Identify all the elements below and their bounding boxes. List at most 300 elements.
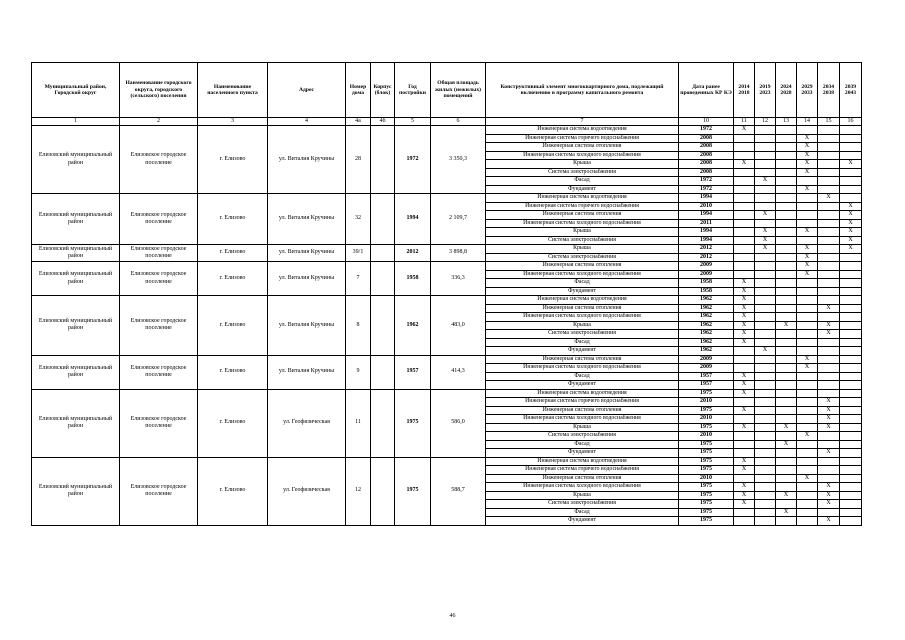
district-cell: Елизовский муниципальный район: [32, 245, 120, 262]
element-cell: Инженерная система горячего водоснабжения: [486, 466, 679, 475]
period-mark-cell: [840, 440, 862, 449]
block-cell: [371, 389, 395, 457]
period-mark-cell: [818, 219, 840, 228]
element-cell: Крыша: [486, 228, 679, 237]
period-mark-cell: [840, 449, 862, 458]
locality-cell: г. Елизово: [198, 194, 268, 245]
settlement-cell: Елизовское городское поселение: [120, 245, 198, 262]
repair-date-cell: 2011: [679, 219, 734, 228]
element-cell: Инженерная система горячего водоснабжения: [486, 398, 679, 407]
street-cell: ул. Виталия Кручины: [268, 296, 346, 356]
period-mark-cell: [797, 194, 818, 203]
repair-date-cell: 1972: [679, 126, 734, 135]
element-cell: Крыша: [486, 245, 679, 254]
period-mark-cell: [734, 168, 755, 177]
period-mark-cell: [755, 483, 776, 492]
period-mark-cell: X: [840, 228, 862, 237]
period-mark-cell: [797, 500, 818, 509]
period-mark-cell: [840, 423, 862, 432]
period-mark-cell: X: [818, 194, 840, 203]
period-mark-cell: [776, 287, 797, 296]
element-cell: Инженерная система холодного водоснабжения: [486, 313, 679, 322]
repair-date-cell: 1975: [679, 440, 734, 449]
period-mark-cell: [734, 517, 755, 526]
period-mark-cell: [840, 406, 862, 415]
table-row: [32, 126, 862, 135]
locality-cell: г. Елизово: [198, 262, 268, 296]
period-mark-cell: [734, 508, 755, 517]
period-mark-cell: [840, 355, 862, 364]
district-cell: Елизовский муниципальный район: [32, 126, 120, 194]
house-number-cell: 12: [346, 457, 371, 525]
period-mark-cell: [840, 338, 862, 347]
period-mark-cell: [776, 330, 797, 339]
period-mark-cell: [776, 304, 797, 313]
block-cell: [371, 355, 395, 389]
period-mark-cell: [755, 398, 776, 407]
period-mark-cell: X: [797, 185, 818, 194]
period-mark-cell: [755, 270, 776, 279]
period-mark-cell: X: [755, 245, 776, 254]
settlement-cell: Елизовское городское поселение: [120, 262, 198, 296]
period-mark-cell: [797, 304, 818, 313]
period-mark-cell: [734, 270, 755, 279]
period-mark-cell: [776, 211, 797, 220]
period-mark-cell: X: [776, 423, 797, 432]
build-year-cell: 1975: [395, 389, 431, 457]
period-mark-cell: [755, 364, 776, 373]
period-mark-cell: [776, 228, 797, 237]
period-mark-cell: X: [776, 508, 797, 517]
period-mark-cell: [797, 449, 818, 458]
period-mark-cell: [755, 381, 776, 390]
period-mark-cell: [797, 338, 818, 347]
period-mark-cell: [818, 160, 840, 169]
period-mark-cell: X: [734, 466, 755, 475]
street-cell: ул. Виталия Кручины: [268, 262, 346, 296]
period-mark-cell: [776, 457, 797, 466]
repair-date-cell: 2010: [679, 415, 734, 424]
period-mark-cell: [755, 313, 776, 322]
period-mark-cell: X: [797, 160, 818, 169]
period-mark-cell: [755, 423, 776, 432]
column-number: 4а: [346, 118, 371, 126]
block-cell: [371, 126, 395, 194]
repair-date-cell: 1975: [679, 483, 734, 492]
period-mark-cell: [776, 500, 797, 509]
period-mark-cell: [755, 440, 776, 449]
period-mark-cell: X: [797, 474, 818, 483]
period-mark-cell: [755, 338, 776, 347]
settlement-cell: Елизовское городское поселение: [120, 296, 198, 356]
repair-date-cell: 1994: [679, 211, 734, 220]
column-header: Год постройки: [395, 63, 431, 118]
period-mark-cell: [776, 236, 797, 245]
period-mark-cell: [797, 415, 818, 424]
element-cell: Инженерная система отопления: [486, 304, 679, 313]
period-mark-cell: [840, 372, 862, 381]
period-mark-cell: [776, 313, 797, 322]
period-mark-cell: [818, 228, 840, 237]
period-mark-cell: [818, 432, 840, 441]
repair-date-cell: 1958: [679, 279, 734, 288]
period-mark-cell: X: [734, 423, 755, 432]
period-mark-cell: X: [840, 219, 862, 228]
period-mark-cell: X: [840, 202, 862, 211]
period-mark-cell: [776, 270, 797, 279]
period-mark-cell: [776, 245, 797, 254]
element-cell: Система электроснабжения: [486, 236, 679, 245]
period-mark-cell: [755, 449, 776, 458]
period-mark-cell: [818, 364, 840, 373]
period-mark-cell: [776, 389, 797, 398]
period-mark-cell: X: [818, 423, 840, 432]
period-mark-cell: [734, 245, 755, 254]
district-cell: Елизовский муниципальный район: [32, 262, 120, 296]
column-header: Общая площадь жилых (нежилых) помещений: [431, 63, 486, 118]
period-mark-cell: [776, 296, 797, 305]
period-mark-cell: [818, 440, 840, 449]
period-mark-cell: [776, 415, 797, 424]
period-mark-cell: [840, 491, 862, 500]
district-cell: Елизовский муниципальный район: [32, 457, 120, 525]
repair-date-cell: 1994: [679, 236, 734, 245]
period-mark-cell: [818, 347, 840, 356]
district-cell: Елизовский муниципальный район: [32, 194, 120, 245]
column-number: 5: [395, 118, 431, 126]
locality-cell: г. Елизово: [198, 457, 268, 525]
period-mark-cell: [776, 466, 797, 475]
block-cell: [371, 457, 395, 525]
period-mark-cell: X: [755, 236, 776, 245]
period-mark-cell: [840, 134, 862, 143]
period-mark-cell: [755, 355, 776, 364]
period-mark-cell: X: [818, 491, 840, 500]
period-mark-cell: X: [818, 330, 840, 339]
settlement-cell: Елизовское городское поселение: [120, 355, 198, 389]
element-cell: Инженерная система водоотведения: [486, 389, 679, 398]
period-mark-cell: [755, 508, 776, 517]
build-year-cell: 1958: [395, 262, 431, 296]
capital-repair-table-sheet: [31, 62, 861, 526]
repair-date-cell: 1962: [679, 296, 734, 305]
period-mark-cell: X: [734, 330, 755, 339]
period-mark-cell: X: [797, 262, 818, 271]
period-mark-cell: [840, 517, 862, 526]
period-mark-cell: [734, 236, 755, 245]
period-mark-cell: X: [734, 457, 755, 466]
period-mark-cell: [797, 423, 818, 432]
period-mark-cell: [818, 211, 840, 220]
settlement-cell: Елизовское городское поселение: [120, 194, 198, 245]
house-number-cell: 9: [346, 355, 371, 389]
period-mark-cell: X: [797, 143, 818, 152]
period-mark-cell: X: [734, 321, 755, 330]
column-header: Корпус (блок): [371, 63, 395, 118]
period-mark-cell: [840, 347, 862, 356]
period-mark-cell: [840, 313, 862, 322]
repair-date-cell: 2008: [679, 168, 734, 177]
period-mark-cell: X: [734, 279, 755, 288]
element-cell: Инженерная система отопления: [486, 262, 679, 271]
repair-date-cell: 1962: [679, 330, 734, 339]
period-mark-cell: X: [755, 177, 776, 186]
period-mark-cell: X: [818, 304, 840, 313]
period-mark-cell: [776, 253, 797, 262]
period-mark-cell: [776, 364, 797, 373]
house-number-cell: 8: [346, 296, 371, 356]
period-mark-cell: [776, 151, 797, 160]
period-mark-cell: [734, 364, 755, 373]
element-cell: Фасад: [486, 279, 679, 288]
repair-date-cell: 1975: [679, 449, 734, 458]
element-cell: Инженерная система отопления: [486, 474, 679, 483]
period-mark-cell: [776, 185, 797, 194]
repair-date-cell: 1975: [679, 517, 734, 526]
period-mark-cell: [840, 466, 862, 475]
period-mark-cell: [840, 364, 862, 373]
period-mark-cell: [818, 202, 840, 211]
element-cell: Крыша: [486, 491, 679, 500]
street-cell: ул. Виталия Кручины: [268, 126, 346, 194]
period-mark-cell: [818, 245, 840, 254]
period-mark-cell: [818, 143, 840, 152]
period-mark-cell: [755, 432, 776, 441]
period-mark-cell: X: [797, 364, 818, 373]
period-mark-cell: [818, 151, 840, 160]
period-mark-cell: [840, 270, 862, 279]
period-mark-cell: [840, 194, 862, 203]
period-mark-cell: [797, 296, 818, 305]
period-mark-cell: [840, 381, 862, 390]
period-mark-cell: [755, 296, 776, 305]
period-mark-cell: X: [776, 491, 797, 500]
period-mark-cell: [818, 168, 840, 177]
period-mark-cell: [797, 211, 818, 220]
period-mark-cell: X: [797, 253, 818, 262]
period-mark-cell: X: [797, 228, 818, 237]
area-cell: 586,0: [431, 389, 486, 457]
column-header: 2024 2028: [776, 63, 797, 118]
period-mark-cell: [755, 466, 776, 475]
period-mark-cell: X: [840, 211, 862, 220]
column-number: 13: [776, 118, 797, 126]
period-mark-cell: [797, 330, 818, 339]
period-mark-cell: X: [734, 483, 755, 492]
table-header: [32, 63, 862, 126]
period-mark-cell: [755, 219, 776, 228]
period-mark-cell: [818, 279, 840, 288]
period-mark-cell: [776, 398, 797, 407]
column-number: 1: [32, 118, 120, 126]
period-mark-cell: X: [840, 236, 862, 245]
period-mark-cell: [776, 406, 797, 415]
period-mark-cell: [840, 177, 862, 186]
element-cell: Инженерная система водоотведения: [486, 194, 679, 203]
period-mark-cell: X: [818, 449, 840, 458]
build-year-cell: 1957: [395, 355, 431, 389]
period-mark-cell: [776, 347, 797, 356]
settlement-cell: Елизовское городское поселение: [120, 457, 198, 525]
period-mark-cell: [818, 262, 840, 271]
column-header: Конструктивный элемент многоквартирного дома, подлежащий включению в программу капитального ремонта: [486, 63, 679, 118]
period-mark-cell: X: [734, 287, 755, 296]
period-mark-cell: [818, 466, 840, 475]
period-mark-cell: X: [734, 126, 755, 135]
period-mark-cell: X: [840, 245, 862, 254]
element-cell: Система электроснабжения: [486, 432, 679, 441]
period-mark-cell: [797, 347, 818, 356]
period-mark-cell: [818, 474, 840, 483]
period-mark-cell: [797, 466, 818, 475]
period-mark-cell: X: [797, 151, 818, 160]
period-mark-cell: [734, 202, 755, 211]
period-mark-cell: [755, 194, 776, 203]
period-mark-cell: [818, 457, 840, 466]
repair-date-cell: 2010: [679, 398, 734, 407]
period-mark-cell: [755, 168, 776, 177]
period-mark-cell: [797, 219, 818, 228]
repair-date-cell: 1957: [679, 372, 734, 381]
column-number: 4б: [371, 118, 395, 126]
period-mark-cell: X: [734, 372, 755, 381]
area-cell: 3 350,3: [431, 126, 486, 194]
column-number: 7: [486, 118, 679, 126]
period-mark-cell: [734, 415, 755, 424]
period-mark-cell: X: [734, 296, 755, 305]
table-row: [32, 355, 862, 364]
repair-date-cell: 1962: [679, 338, 734, 347]
repair-date-cell: 1975: [679, 457, 734, 466]
column-header: Адрес: [268, 63, 346, 118]
area-cell: 588,7: [431, 457, 486, 525]
table-row: [32, 245, 862, 254]
table-row: [32, 296, 862, 305]
locality-cell: г. Елизово: [198, 245, 268, 262]
period-mark-cell: X: [776, 321, 797, 330]
period-mark-cell: [797, 398, 818, 407]
column-number: 14: [797, 118, 818, 126]
repair-date-cell: 1962: [679, 313, 734, 322]
period-mark-cell: [797, 491, 818, 500]
element-cell: Инженерная система холодного водоснабжения: [486, 415, 679, 424]
period-mark-cell: [755, 185, 776, 194]
period-mark-cell: [797, 389, 818, 398]
period-mark-cell: [840, 500, 862, 509]
period-mark-cell: X: [797, 270, 818, 279]
table-row: [32, 457, 862, 466]
period-mark-cell: [734, 347, 755, 356]
repair-date-cell: 1994: [679, 228, 734, 237]
period-mark-cell: X: [755, 347, 776, 356]
period-mark-cell: [797, 381, 818, 390]
period-mark-cell: [840, 321, 862, 330]
repair-date-cell: 2008: [679, 151, 734, 160]
period-mark-cell: [734, 228, 755, 237]
table-row: [32, 389, 862, 398]
period-mark-cell: [734, 143, 755, 152]
period-mark-cell: [818, 253, 840, 262]
column-header: Дата ранее проведенных КР КЭ: [679, 63, 734, 118]
period-mark-cell: [818, 185, 840, 194]
element-cell: Фасад: [486, 177, 679, 186]
period-mark-cell: [755, 389, 776, 398]
period-mark-cell: [818, 134, 840, 143]
period-mark-cell: X: [818, 398, 840, 407]
district-cell: Елизовский муниципальный район: [32, 296, 120, 356]
period-mark-cell: [734, 177, 755, 186]
element-cell: Фундамент: [486, 287, 679, 296]
repair-date-cell: 1975: [679, 491, 734, 500]
street-cell: ул. Виталия Кручины: [268, 194, 346, 245]
period-mark-cell: X: [818, 406, 840, 415]
element-cell: Инженерная система водоотведения: [486, 296, 679, 305]
period-mark-cell: [776, 483, 797, 492]
period-mark-cell: X: [818, 517, 840, 526]
period-mark-cell: [797, 321, 818, 330]
period-mark-cell: [755, 279, 776, 288]
repair-date-cell: 1958: [679, 287, 734, 296]
period-mark-cell: [818, 389, 840, 398]
block-cell: [371, 194, 395, 245]
column-header: 2029 2033: [797, 63, 818, 118]
period-mark-cell: X: [797, 168, 818, 177]
period-mark-cell: [734, 355, 755, 364]
period-mark-cell: [755, 253, 776, 262]
period-mark-cell: [797, 177, 818, 186]
period-mark-cell: [840, 287, 862, 296]
period-mark-cell: [797, 406, 818, 415]
element-cell: Фундамент: [486, 449, 679, 458]
period-mark-cell: X: [797, 134, 818, 143]
repair-date-cell: 1975: [679, 406, 734, 415]
period-mark-cell: [818, 338, 840, 347]
period-mark-cell: [755, 143, 776, 152]
period-mark-cell: [840, 296, 862, 305]
period-mark-cell: [818, 508, 840, 517]
period-mark-cell: [776, 194, 797, 203]
repair-date-cell: 1962: [679, 304, 734, 313]
period-mark-cell: [818, 287, 840, 296]
element-cell: Инженерная система водоотведения: [486, 457, 679, 466]
period-mark-cell: [755, 406, 776, 415]
period-mark-cell: X: [818, 500, 840, 509]
column-number: 3: [198, 118, 268, 126]
period-mark-cell: X: [734, 160, 755, 169]
period-mark-cell: X: [734, 491, 755, 500]
area-cell: 483,0: [431, 296, 486, 356]
locality-cell: г. Елизово: [198, 126, 268, 194]
street-cell: ул. Виталия Кручины: [268, 355, 346, 389]
period-mark-cell: [734, 474, 755, 483]
period-mark-cell: [755, 134, 776, 143]
element-cell: Крыша: [486, 160, 679, 169]
column-header: Наименование населенного пункта: [198, 63, 268, 118]
house-number-cell: 11: [346, 389, 371, 457]
column-number: 6: [431, 118, 486, 126]
area-cell: 2 109,7: [431, 194, 486, 245]
period-mark-cell: [755, 262, 776, 271]
column-number: 10: [679, 118, 734, 126]
table-row: [32, 262, 862, 271]
table-body: [32, 126, 862, 526]
period-mark-cell: [776, 372, 797, 381]
period-mark-cell: [840, 330, 862, 339]
element-cell: Система электроснабжения: [486, 168, 679, 177]
period-mark-cell: [755, 160, 776, 169]
period-mark-cell: [797, 483, 818, 492]
element-cell: Инженерная система горячего водоснабжения: [486, 134, 679, 143]
